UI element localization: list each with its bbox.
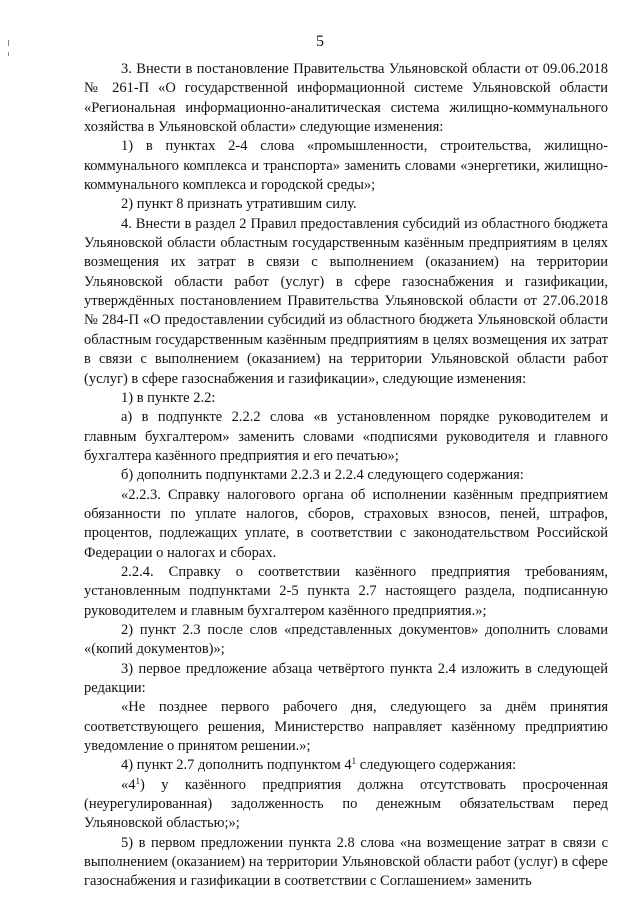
paragraph: 1) в пунктах 2-4 слова «промышленности, строительства, жилищно-коммунального комплекса и транспорта» заменить словами «энергетики, жилищно-коммунального комплекса и городской среды»; [84,138,608,194]
paragraph-text: 4) пункт 2.7 дополнить подпунктом 4 [121,757,352,774]
scan-edge-mark [8,52,9,56]
paragraph: 3) первое предложение абзаца четвёртого пункта 2.4 изложить в следующей редакции: [84,660,608,696]
superscript: 1 [351,756,357,767]
paragraph: «Не позднее первого рабочего дня, следующего за днём принятия соответствующего решения, Министерство направляет казённому предприятию уведомление о принятом решении.»; [84,699,608,755]
paragraph: 2) пункт 8 признать утратившим силу. [121,196,357,213]
paragraph: б) дополнить подпунктами 2.2.3 и 2.2.4 следующего содержания: [121,467,524,484]
paragraph [84,756,608,775]
paragraph: 1) в пункте 2.2: [121,389,216,406]
page-number: 5 [316,33,324,50]
paragraph: 4. Внести в раздел 2 Правил предоставления субсидий из областного бюджета Ульяновской области областным государственным казённым предприятиям в целях возмещения их затрат в связи с выполнением (оказанием) на территории Ульяновской области работ (услуг) в сфере газоснабжения и газификации, утверждённых постановлением Правительства Ульяновской области от 27.06.2018 № 284-П «О предоставлении субсидий из областного бюджета Ульяновской области областным государственным казённым предприятиям в целях возмещения их затрат в связи с выполнением (оказанием) на территории Ульяновской области работ (услуг) в сфере газоснабжения и газификации», следующие изменения: [84,215,608,387]
paragraph: 5) в первом предложении пункта 2.8 слова «на возмещение затрат в связи с выполнением (оказанием) на территории Ульяновской области работ (услуг) в сфере газоснабжения и газификации в соответствии с Соглашением» заменить [84,834,608,890]
paragraph: «2.2.3. Справку налогового органа об исполнении казённым предприятием обязанности по уплате налогов, сборов, страховых взносов, пеней, штрафов, процентов, подлежащих уплате, в соответствии с законодательством Российской Федерации о налогах и сборах. [84,486,608,561]
superscript: 1 [135,775,140,786]
paragraph [84,776,608,834]
paragraph: 2) пункт 2.3 после слов «представленных документов» дополнить словами «(копий документов)»; [84,621,608,658]
paragraph: а) в подпункте 2.2.2 слова «в установленном порядке руководителем и главным бухгалтером» заменить словами «подписями руководителя и главного бухгалтера казённого предприятия и его печатью»; [84,409,608,464]
document-body [84,60,608,892]
paragraph: 3. Внести в постановление Правительства Ульяновской области от 09.06.2018 № 261-П «О государственной информационной системе Ульяновской области «Региональная информационно-аналитическая система жилищно-коммунального хозяйства в Ульяновской области» следующие изменения: [84,61,608,136]
paragraph-text: «4 [121,776,136,793]
paragraph-text: ) у казённого предприятия должна отсутствовать просроченная (неурегулированная) задолженность по денежным обязательствам перед Ульяновской областью;»; [84,776,608,832]
paragraph: 2.2.4. Справку о соответствии казённого предприятия требованиям, установленным подпунктами 2-5 пункта 2.7 настоящего раздела, подписанную руководителем и главным бухгалтером казённого предприятия.»; [84,563,608,619]
paragraph-text: следующего содержания: [356,757,517,774]
